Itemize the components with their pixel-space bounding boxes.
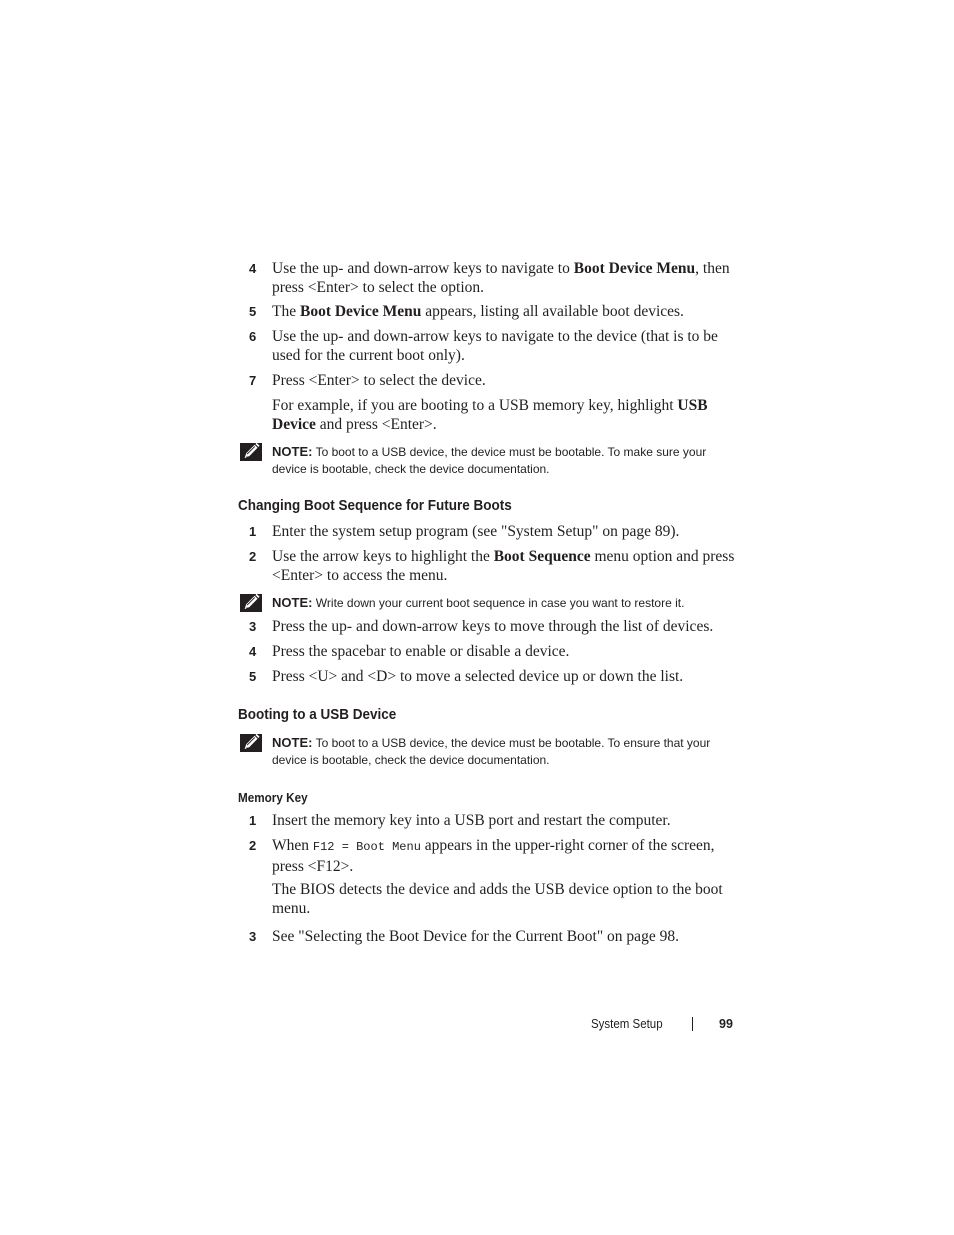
note-label: NOTE: bbox=[272, 735, 313, 750]
menu-name: USB Device bbox=[272, 397, 708, 433]
step-text: The Boot Device Menu appears, listing all available boot devices. bbox=[272, 303, 684, 320]
step-number: 7 bbox=[249, 373, 257, 388]
footer-section-title: System Setup bbox=[591, 1017, 663, 1031]
step-text: See "Selecting the Boot Device for the Current Boot" on page 98. bbox=[272, 928, 679, 945]
menu-name: Boot Sequence bbox=[493, 548, 591, 565]
step-number: 3 bbox=[249, 929, 257, 944]
step-number: 5 bbox=[249, 304, 257, 319]
menu-name: Boot Device Menu bbox=[299, 303, 422, 320]
example-paragraph: For example, if you are booting to a USB memory key, highlight USB Device and press <Enter>. bbox=[272, 397, 708, 433]
note-text: NOTE: To boot to a USB device, the device must be bootable. To ensure that your device is bootable, check the device documentation. bbox=[272, 735, 711, 767]
menu-name: Boot Device Menu bbox=[573, 260, 696, 277]
note-text: NOTE: To boot to a USB device, the device must be bootable. To make sure your device is bootable, check the device documentation. bbox=[272, 444, 707, 476]
pencil-note-icon bbox=[240, 734, 262, 752]
footer-divider bbox=[692, 1017, 693, 1031]
step-number: 3 bbox=[249, 619, 257, 634]
step-text: Press the up- and down-arrow keys to move through the list of devices. bbox=[272, 618, 714, 635]
step-text: Insert the memory key into a USB port and restart the computer. bbox=[272, 812, 671, 829]
page-number: 99 bbox=[719, 1017, 733, 1031]
step-number: 4 bbox=[249, 261, 257, 276]
step-number: 2 bbox=[249, 838, 257, 853]
step-text: Press <U> and <D> to move a selected device up or down the list. bbox=[272, 668, 684, 685]
step-text: Press <Enter> to select the device. bbox=[272, 372, 486, 389]
step-number: 4 bbox=[249, 644, 257, 659]
step-number: 6 bbox=[249, 329, 257, 344]
note-label: NOTE: bbox=[272, 444, 313, 459]
note-label: NOTE: bbox=[272, 595, 313, 610]
step-number: 1 bbox=[249, 813, 257, 828]
section-heading: Changing Boot Sequence for Future Boots bbox=[238, 497, 512, 514]
step-text: Press the spacebar to enable or disable a device. bbox=[272, 643, 570, 660]
step-number: 1 bbox=[249, 524, 257, 539]
note-text: NOTE: Write down your current boot sequence in case you want to restore it. bbox=[272, 595, 685, 610]
step-text: When F12 = Boot Menu appears in the upper-right corner of the screen, press <F12>. bbox=[272, 837, 715, 875]
step-text: Enter the system setup program (see "System Setup" on page 89). bbox=[272, 523, 680, 540]
bios-paragraph: The BIOS detects the device and adds the USB device option to the boot menu. bbox=[272, 881, 723, 917]
code-text: F12 = Boot Menu bbox=[312, 840, 421, 854]
pencil-note-icon bbox=[240, 443, 262, 461]
step-text: Use the up- and down-arrow keys to navigate to Boot Device Menu, then press <Enter> to select the option. bbox=[272, 260, 730, 296]
step-number: 2 bbox=[249, 549, 257, 564]
section-heading: Booting to a USB Device bbox=[238, 706, 397, 723]
step-text: Use the up- and down-arrow keys to navigate to the device (that is to be used for the current boot only). bbox=[272, 328, 718, 364]
step-text: Use the arrow keys to highlight the Boot Sequence menu option and press <Enter> to access the menu. bbox=[272, 548, 735, 584]
subsection-heading: Memory Key bbox=[238, 790, 308, 805]
step-number: 5 bbox=[249, 669, 257, 684]
pencil-note-icon bbox=[240, 594, 262, 612]
